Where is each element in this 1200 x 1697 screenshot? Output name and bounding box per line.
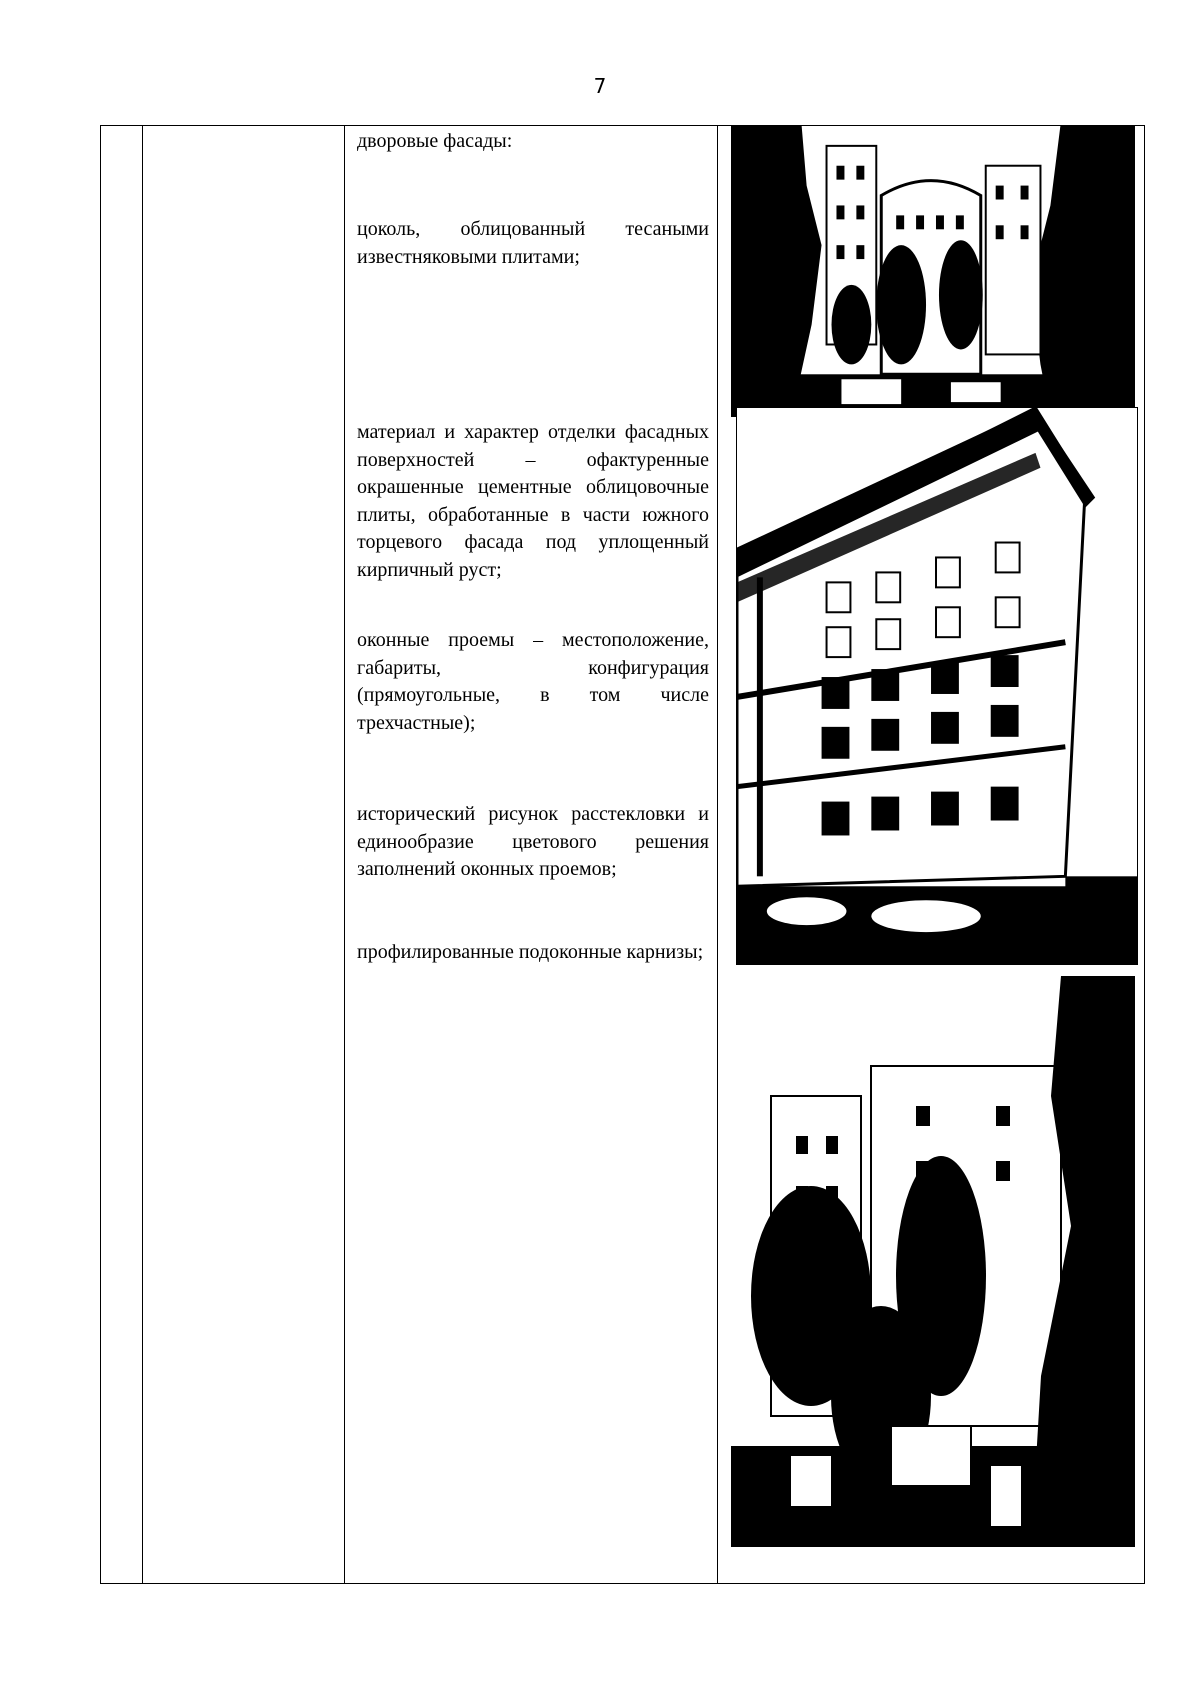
feature-item: материал и характер отделки фасадных поверхностей – офактуренные окрашенные цементные облицовочные плиты, обработанные в части южного торцевого фасада под уплощенный кирпичный руст;: [357, 421, 709, 581]
courtyard-facade-photo: [731, 125, 1135, 417]
column-divider: [344, 126, 345, 1583]
building-corner-photo: [736, 407, 1138, 965]
feature-item: цоколь, облицованный тесаными известняковыми плитами;: [357, 218, 709, 268]
object-features-table: [100, 125, 1145, 1584]
feature-item: дворовые фасады:: [357, 130, 513, 152]
column-divider: [142, 126, 143, 1583]
feature-item: оконные проемы – местоположение, габариты, конфигурация (прямоугольные, в том числе трехчастные);: [357, 629, 709, 734]
feature-item: исторический рисунок расстекловки и единообразие цветового решения заполнений оконных проемов;: [357, 803, 709, 880]
column-divider: [717, 126, 718, 1583]
feature-item: профилированные подоконные карнизы;: [357, 941, 704, 963]
building-with-trees-photo: [731, 976, 1135, 1547]
page-number: 7: [593, 74, 607, 98]
